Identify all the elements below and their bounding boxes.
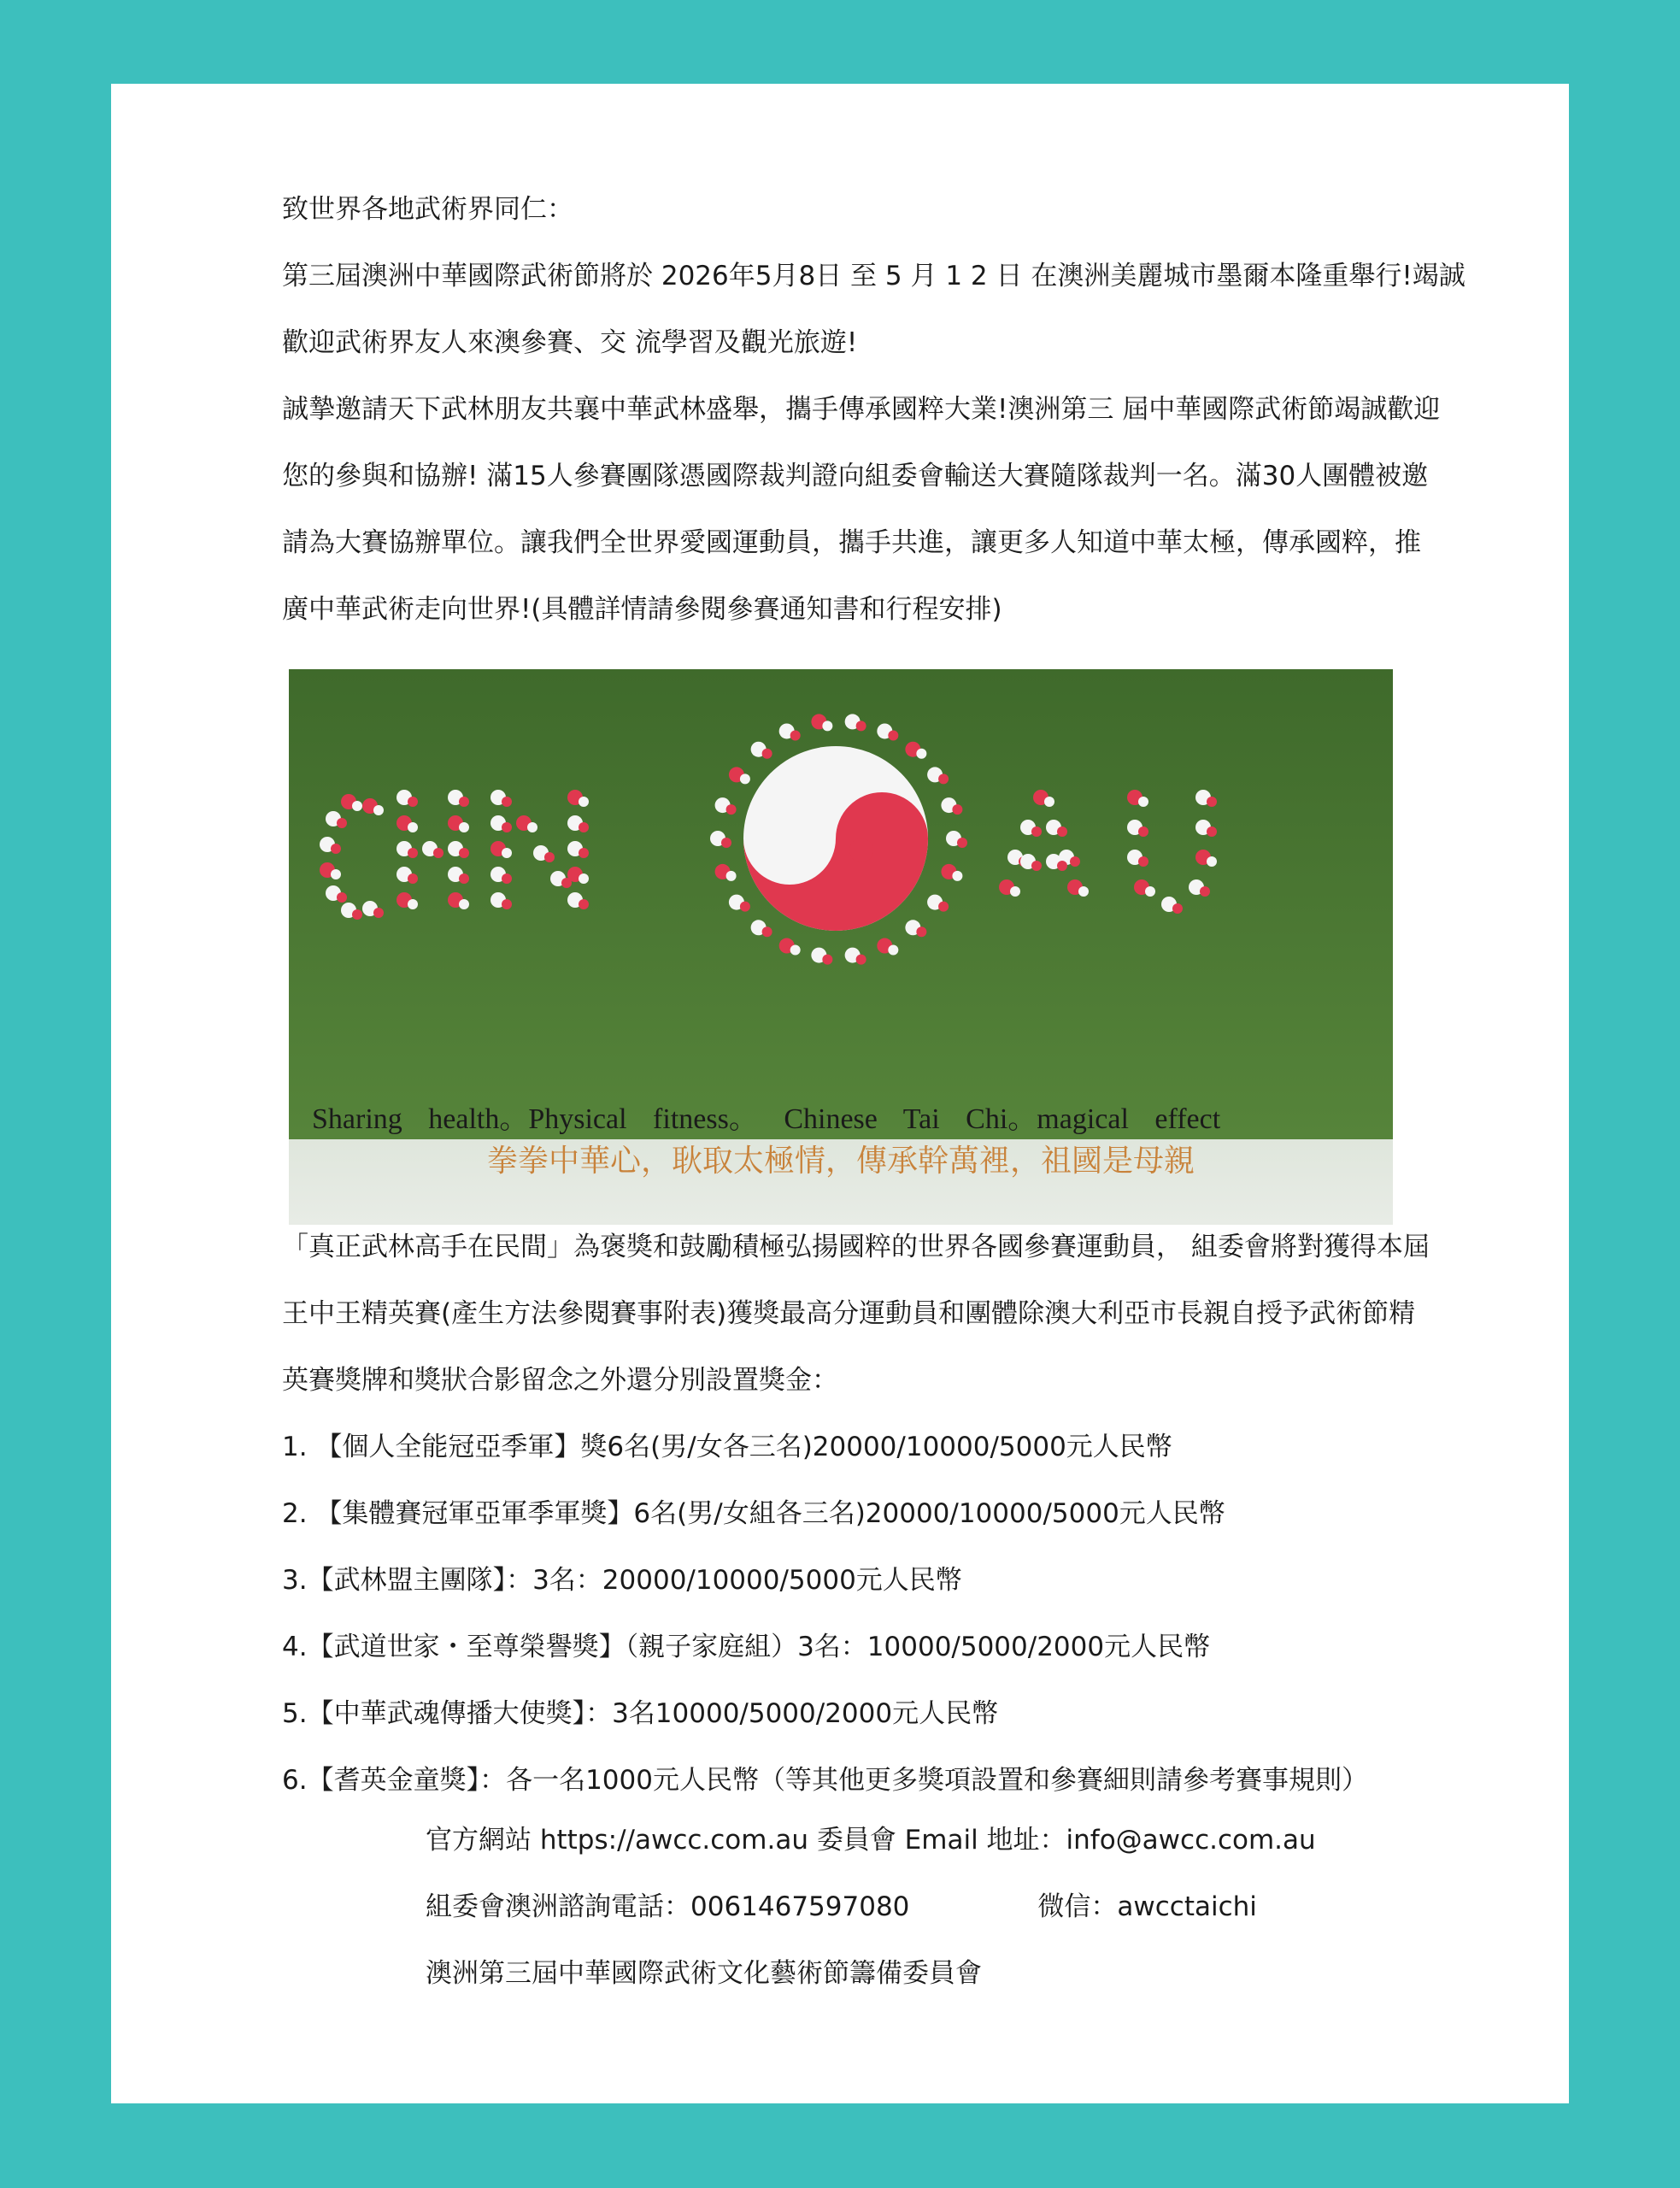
formation-fan [459, 899, 469, 909]
website-email-line: 官方網站 https://awcc.com.au 委員會 Email 地址：info@awcc.com.au [426, 1825, 1316, 1856]
formation-fan [1172, 903, 1183, 914]
formation-fan [408, 873, 418, 884]
formation-fan [856, 955, 866, 965]
intro-paragraph-1-line: 歡迎武術界友人來澳參賽、交 流學習及觀光旅遊! [282, 327, 858, 358]
formation-fan [1078, 886, 1089, 897]
formation-fan [740, 773, 750, 784]
formation-fan [579, 822, 589, 832]
formation-fan [790, 730, 801, 740]
formation-fan [957, 838, 967, 848]
aerial-taichi-photo [289, 669, 1393, 1225]
formation-fan [790, 945, 801, 956]
formation-fan [373, 908, 384, 918]
intro-paragraph-2-line: 廣中華武術走向世界!(具體詳情請參閱參賽通知書和行程安排) [282, 594, 1002, 625]
formation-fan [726, 871, 737, 881]
formation-fan [1138, 826, 1148, 837]
formation-fan [952, 871, 962, 881]
formation-fan [1070, 856, 1080, 867]
formation-fan [1138, 797, 1148, 807]
formation-fan [352, 801, 362, 811]
intro-paragraph-1-line: 第三屆澳洲中華國際武術節將於 2026年5月8日 至 5 月 1 2 日 在澳洲美麗城市墨爾本隆重舉行!竭誠 [282, 261, 1466, 291]
formation-fan [579, 797, 589, 807]
formation-fan [527, 822, 537, 832]
formation-fan [1031, 826, 1042, 837]
awards-paragraph-line: 王中王精英賽(產生方法參閱賽事附表)獲獎最高分運動員和團體除澳大利亞市長親自授予武術節精 [282, 1298, 1416, 1329]
formation-fan [502, 899, 512, 909]
formation-fan [916, 749, 926, 759]
award-item: 5.【中華武魂傳播大使獎】：3名10000/5000/2000元人民幣 [282, 1698, 999, 1729]
formation-fan [502, 848, 512, 858]
award-item: 4.【武道世家・至尊榮譽獎】（親子家庭組）3名：10000/5000/2000元人民幣 [282, 1632, 1211, 1662]
award-item: 6.【耆英金童獎】：各一名1000元人民幣（等其他更多獎項設置和參賽細則請參考賽事規則） [282, 1765, 1368, 1796]
formation-fan [1044, 797, 1054, 807]
formation-fan [1145, 886, 1155, 897]
formation-fan [888, 945, 898, 956]
formation-fan [822, 721, 832, 731]
formation-fan [1138, 856, 1148, 867]
formation-fan [916, 926, 926, 937]
formation-fan [1031, 861, 1042, 871]
formation-fan [726, 804, 737, 815]
formation-fan [1200, 886, 1210, 897]
formation-fan [337, 892, 347, 903]
formation-fan [459, 873, 469, 884]
formation-fan [762, 749, 772, 759]
formation-fan [502, 822, 512, 832]
formation-fan [579, 873, 589, 884]
formation-fan [352, 909, 362, 920]
formation-fan [938, 773, 949, 784]
formation-fan [408, 822, 418, 832]
salutation: 致世界各地武術界同仁： [282, 194, 573, 225]
award-item: 1. 【個人全能冠亞季軍】獎6名(男/女各三名)20000/10000/5000元人民幣 [282, 1432, 1172, 1462]
formation-fan [337, 818, 347, 828]
formation-fan [1057, 861, 1067, 871]
formation-fan [1207, 826, 1217, 837]
formation-fan [822, 955, 832, 965]
intro-paragraph-2-line: 請為大賽協辦單位。讓我們全世界愛國運動員，攜手共進，讓更多人知道中華太極，傳承國粹，推 [282, 527, 1421, 558]
yin-yang-symbol [743, 746, 928, 931]
award-item: 2. 【集體賽冠軍亞軍季軍獎】6名(男/女組各三名)20000/10000/5000元人民幣 [282, 1498, 1225, 1529]
formation-fan [331, 869, 341, 879]
intro-paragraph-2-line: 誠摯邀請天下武林朋友共襄中華武林盛舉，攜手傳承國粹大業!澳洲第三 屆中華國際武術節竭誠歡迎 [282, 394, 1441, 425]
formation-fan [331, 844, 341, 854]
formation-fan [952, 804, 962, 815]
formation-fan [502, 873, 512, 884]
chinese-caption: 拳拳中華心，耿取太極情，傳承幹萬裡，祖國是母親 [486, 1144, 1195, 1179]
formation-fan [721, 838, 731, 848]
formation-fan [762, 926, 772, 937]
contact-section [426, 1807, 1451, 2007]
formation-fan [433, 848, 443, 858]
phone: 組委會澳洲諮詢電話：0061467597080 [426, 1891, 910, 1922]
formation-fan [740, 902, 750, 912]
formation-fan [579, 899, 589, 909]
award-item: 3.【武林盟主團隊】：3名：20000/10000/5000元人民幣 [282, 1565, 962, 1596]
formation-fan [408, 797, 418, 807]
formation-fan [373, 805, 384, 815]
formation-fan [408, 899, 418, 909]
formation-fan [408, 848, 418, 858]
committee-name: 澳洲第三屆中華國際武術文化藝術節籌備委員會 [426, 1958, 982, 1989]
formation-fan [1057, 826, 1067, 837]
formation-fan [1010, 886, 1020, 897]
english-caption: Sharing health。Physical fitness。 Chinese Tai Chi。magical effect [312, 1103, 1221, 1135]
wechat: 微信：awcctaichi [1037, 1891, 1257, 1922]
awards-section [282, 1214, 1478, 1814]
formation-fan [888, 730, 898, 740]
formation-fan [459, 848, 469, 858]
formation-fan [856, 721, 866, 731]
phone-wechat-line [426, 1873, 1451, 1940]
formation-fan [459, 797, 469, 807]
formation-fan [1207, 856, 1217, 867]
formation-fan [579, 848, 589, 858]
formation-fan [459, 822, 469, 832]
awards-paragraph-line: 英賽獎牌和獎狀合影留念之外還分別設置獎金： [282, 1365, 838, 1396]
intro-paragraph-2-line: 您的參與和協辦! 滿15人參賽團隊憑國際裁判證向組委會輸送大賽隨隊裁判一名。滿30人團體被邀 [282, 461, 1429, 491]
intro-section [282, 176, 1478, 643]
formation-fan [938, 902, 949, 912]
formation-fan [544, 852, 555, 862]
awards-paragraph-line: 「真正武林高手在民間」為褒獎和鼓勵積極弘揚國粹的世界各國參賽運動員， 組委會將對獲得本屆 [282, 1232, 1430, 1262]
document-page [111, 84, 1569, 2103]
formation-fan [502, 797, 512, 807]
formation-fan [1207, 797, 1217, 807]
